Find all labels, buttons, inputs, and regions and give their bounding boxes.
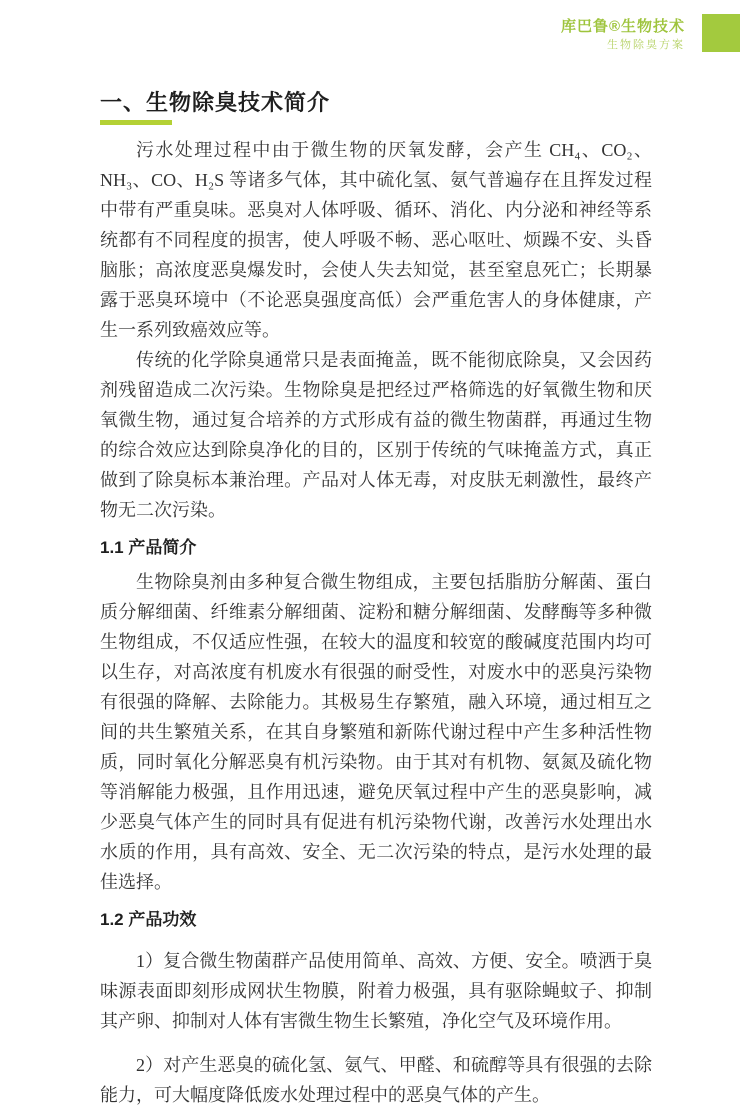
document-content [100, 88, 652, 1110]
brand-square-icon [702, 14, 740, 52]
brand-name: 库巴鲁®生物技术 [560, 18, 685, 35]
subsection-title-1-2: 1.2 产品功效 [100, 910, 197, 929]
brand-block [561, 14, 685, 53]
efficacy-item-1: 1）复合微生物菌群产品使用简单、高效、方便、安全。喷洒于臭味源表面即刻形成网状生物膜，附着力极强，具有驱除蝇蚊子、抑制其产卵、抑制对人体有害微生物生长繁殖，净化空气及环境作用。 [100, 951, 652, 1031]
brand-subtitle: 生物除臭方案 [607, 39, 685, 51]
intro-paragraph-1: 污水处理过程中由于微生物的厌氧发酵，会产生 CH₄、CO₂、NH₃、CO、H₂S 等诸多气体，其中硫化氢、氨气普遍存在且挥发过程中带有严重臭味。恶臭对人体呼吸、循环、消化、内分泌和神经等系统都有不同程度的损害，使人呼吸不畅、恶心呕吐、烦躁不安、头昏脑胀；高浓度恶臭爆发时，会使人失去知觉，甚至窒息死亡；长期暴露于恶臭环境中（不论恶臭强度高低）会严重危害人的身体健康，产生一系列致癌效应等。 [100, 140, 652, 340]
efficacy-item-2: 2）对产生恶臭的硫化氢、氨气、甲醛、和硫醇等具有很强的去除能力，可大幅度降低废水处理过程中的恶臭气体的产生。 [100, 1055, 652, 1105]
section-title: 一、生物除臭技术简介 [100, 90, 331, 115]
subsection-title-1-1: 1.1 产品简介 [100, 538, 197, 557]
title-underline-accent [100, 120, 172, 125]
page-header [561, 14, 740, 53]
product-intro-paragraph: 生物除臭剂由多种复合微生物组成，主要包括脂肪分解菌、蛋白质分解细菌、纤维素分解细菌、淀粉和糖分解细菌、发酵酶等多种微生物组成，不仅适应性强，在较大的温度和较宽的酸碱度范围内均可以生存，对高浓度有机废水有很强的耐受性，对废水中的恶臭污染物有很强的降解、去除能力。其极易生存繁殖，融入环境，通过相互之间的共生繁殖关系，在其自身繁殖和新陈代谢过程中产生多种活性物质，同时氧化分解恶臭有机污染物。由于其对有机物、氨氮及硫化物等消解能力极强，且作用迅速，避免厌氧过程中产生的恶臭影响，减少恶臭气体产生的同时具有促进有机污染物代谢，改善污水处理出水水质的作用，具有高效、安全、无二次污染的特点，是污水处理的最佳选择。 [100, 572, 652, 892]
intro-paragraph-2: 传统的化学除臭通常只是表面掩盖，既不能彻底除臭，又会因药剂残留造成二次污染。生物除臭是把经过严格筛选的好氧微生物和厌氧微生物，通过复合培养的方式形成有益的微生物菌群，再通过生物的综合效应达到除臭净化的目的，区别于传统的气味掩盖方式，真正做到了除臭标本兼治理。产品对人体无毒，对皮肤无刺激性，最终产物无二次污染。 [100, 350, 652, 520]
